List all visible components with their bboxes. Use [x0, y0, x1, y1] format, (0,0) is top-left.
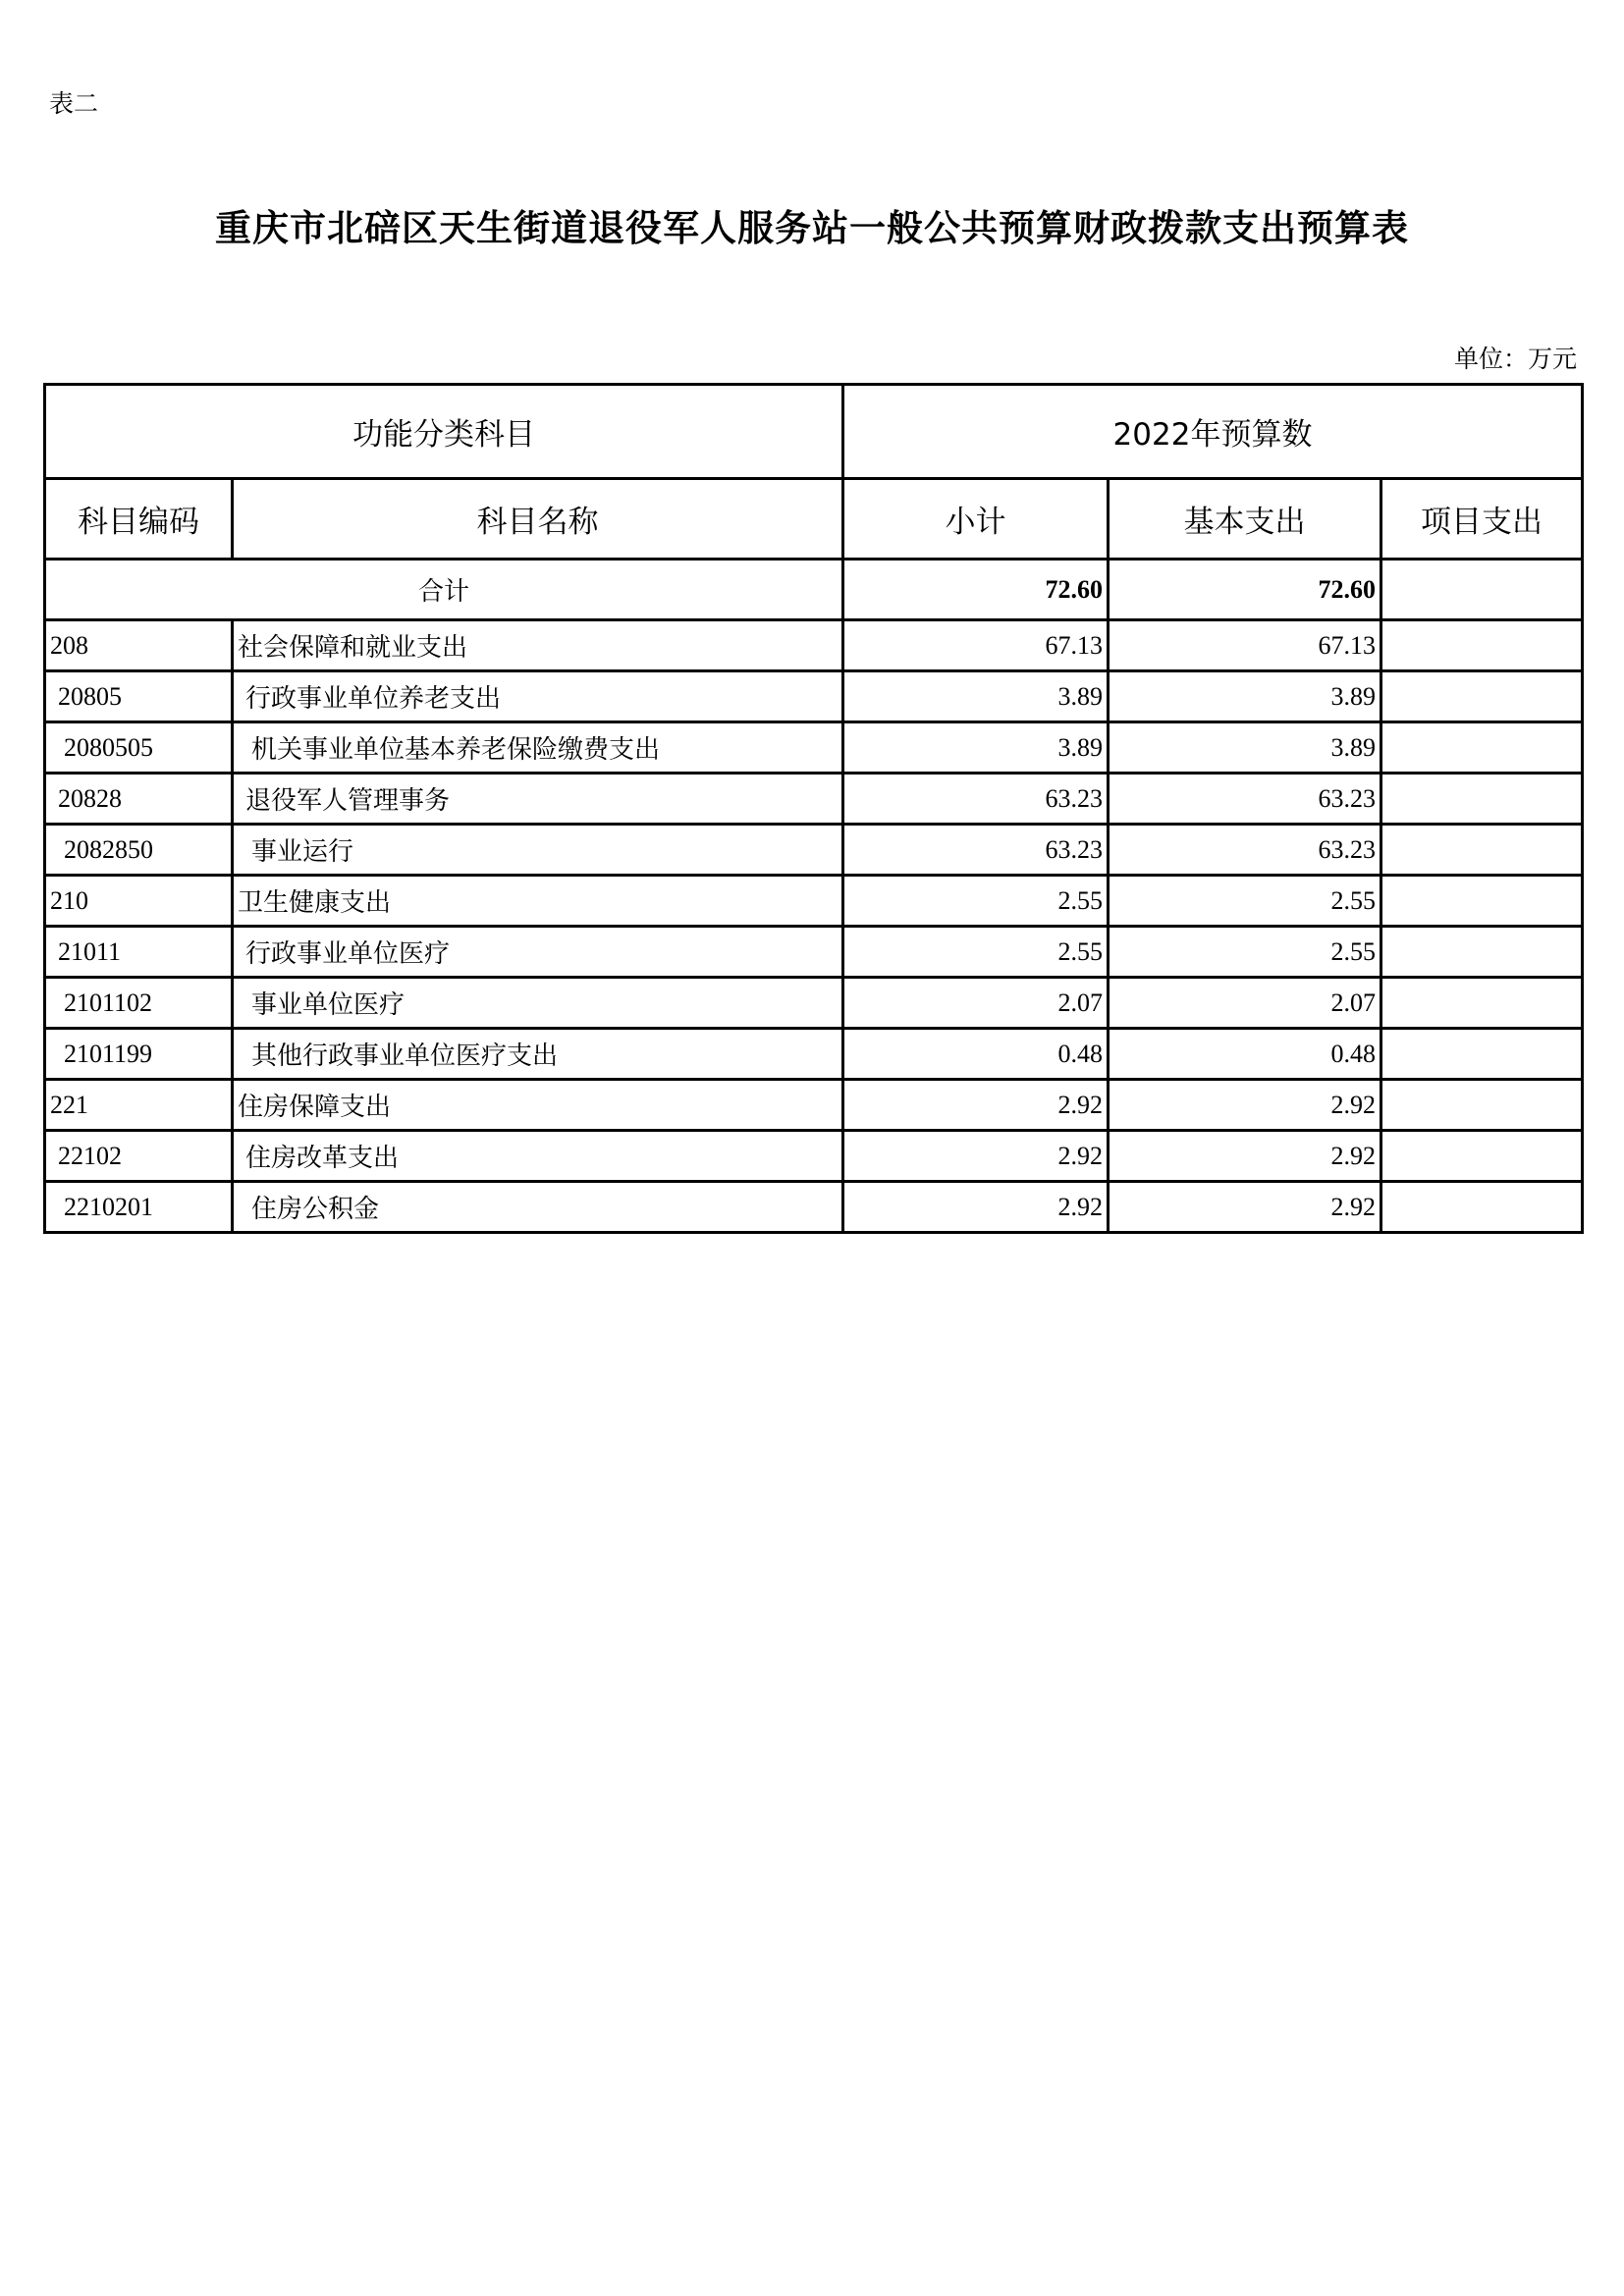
row-code: 2101199 — [45, 1029, 233, 1080]
row-basic: 2.92 — [1109, 1182, 1381, 1233]
row-code: 21011 — [45, 927, 233, 978]
row-basic: 63.23 — [1109, 825, 1381, 876]
table-row — [45, 620, 1583, 671]
unit-label: 单位：万元 — [1453, 345, 1577, 373]
row-name: 卫生健康支出 — [233, 876, 843, 927]
row-project — [1381, 1080, 1583, 1131]
total-label: 合计 — [45, 560, 843, 620]
row-subtotal: 63.23 — [843, 825, 1109, 876]
row-subtotal: 2.55 — [843, 927, 1109, 978]
row-name: 行政事业单位医疗 — [233, 927, 843, 978]
row-code: 2210201 — [45, 1182, 233, 1233]
row-basic: 67.13 — [1109, 620, 1381, 671]
table-row — [45, 1182, 1583, 1233]
table-row — [45, 774, 1583, 825]
table-row — [45, 876, 1583, 927]
table-row — [45, 1131, 1583, 1182]
row-basic: 2.55 — [1109, 927, 1381, 978]
row-subtotal: 3.89 — [843, 671, 1109, 722]
row-name: 行政事业单位养老支出 — [233, 671, 843, 722]
header-function-classification: 功能分类科目 — [45, 385, 843, 479]
row-project — [1381, 671, 1583, 722]
row-code: 2101102 — [45, 978, 233, 1029]
total-project — [1381, 560, 1583, 620]
header-code: 科目编码 — [45, 479, 233, 560]
row-name: 机关事业单位基本养老保险缴费支出 — [233, 722, 843, 774]
header-budget-2022: 2022年预算数 — [843, 385, 1583, 479]
row-subtotal: 3.89 — [843, 722, 1109, 774]
table-label: 表二 — [49, 89, 99, 118]
row-project — [1381, 927, 1583, 978]
row-code: 208 — [45, 620, 233, 671]
row-subtotal: 2.92 — [843, 1131, 1109, 1182]
table-row — [45, 1029, 1583, 1080]
row-name: 住房保障支出 — [233, 1080, 843, 1131]
table-row — [45, 722, 1583, 774]
row-code: 20828 — [45, 774, 233, 825]
row-subtotal: 2.92 — [843, 1182, 1109, 1233]
total-basic: 72.60 — [1109, 560, 1381, 620]
row-code: 2082850 — [45, 825, 233, 876]
row-project — [1381, 722, 1583, 774]
row-code: 221 — [45, 1080, 233, 1131]
row-project — [1381, 620, 1583, 671]
row-project — [1381, 876, 1583, 927]
row-basic: 3.89 — [1109, 722, 1381, 774]
header-row-columns — [45, 479, 1583, 560]
table-row — [45, 978, 1583, 1029]
table-row — [45, 1080, 1583, 1131]
row-name: 其他行政事业单位医疗支出 — [233, 1029, 843, 1080]
row-subtotal: 0.48 — [843, 1029, 1109, 1080]
row-project — [1381, 1182, 1583, 1233]
row-basic: 2.07 — [1109, 978, 1381, 1029]
table-row — [45, 825, 1583, 876]
row-basic: 2.92 — [1109, 1080, 1381, 1131]
header-row-group — [45, 385, 1583, 479]
row-project — [1381, 774, 1583, 825]
row-project — [1381, 978, 1583, 1029]
row-name: 事业单位医疗 — [233, 978, 843, 1029]
row-basic: 63.23 — [1109, 774, 1381, 825]
row-code: 210 — [45, 876, 233, 927]
header-project: 项目支出 — [1381, 479, 1583, 560]
row-project — [1381, 1029, 1583, 1080]
total-subtotal: 72.60 — [843, 560, 1109, 620]
row-project — [1381, 1131, 1583, 1182]
row-code: 2080505 — [45, 722, 233, 774]
budget-table — [43, 383, 1584, 1234]
row-name: 社会保障和就业支出 — [233, 620, 843, 671]
row-basic: 2.92 — [1109, 1131, 1381, 1182]
row-name: 住房改革支出 — [233, 1131, 843, 1182]
row-name: 事业运行 — [233, 825, 843, 876]
row-basic: 3.89 — [1109, 671, 1381, 722]
row-code: 20805 — [45, 671, 233, 722]
row-subtotal: 2.55 — [843, 876, 1109, 927]
row-basic: 0.48 — [1109, 1029, 1381, 1080]
row-project — [1381, 825, 1583, 876]
table-row — [45, 671, 1583, 722]
row-subtotal: 67.13 — [843, 620, 1109, 671]
header-subtotal: 小计 — [843, 479, 1109, 560]
row-subtotal: 2.07 — [843, 978, 1109, 1029]
row-name: 住房公积金 — [233, 1182, 843, 1233]
row-code: 22102 — [45, 1131, 233, 1182]
header-name: 科目名称 — [233, 479, 843, 560]
row-name: 退役军人管理事务 — [233, 774, 843, 825]
page-title: 重庆市北碚区天生街道退役军人服务站一般公共预算财政拨款支出预算表 — [215, 206, 1409, 249]
table-row — [45, 927, 1583, 978]
row-subtotal: 63.23 — [843, 774, 1109, 825]
row-subtotal: 2.92 — [843, 1080, 1109, 1131]
header-basic: 基本支出 — [1109, 479, 1381, 560]
total-row — [45, 560, 1583, 620]
row-basic: 2.55 — [1109, 876, 1381, 927]
